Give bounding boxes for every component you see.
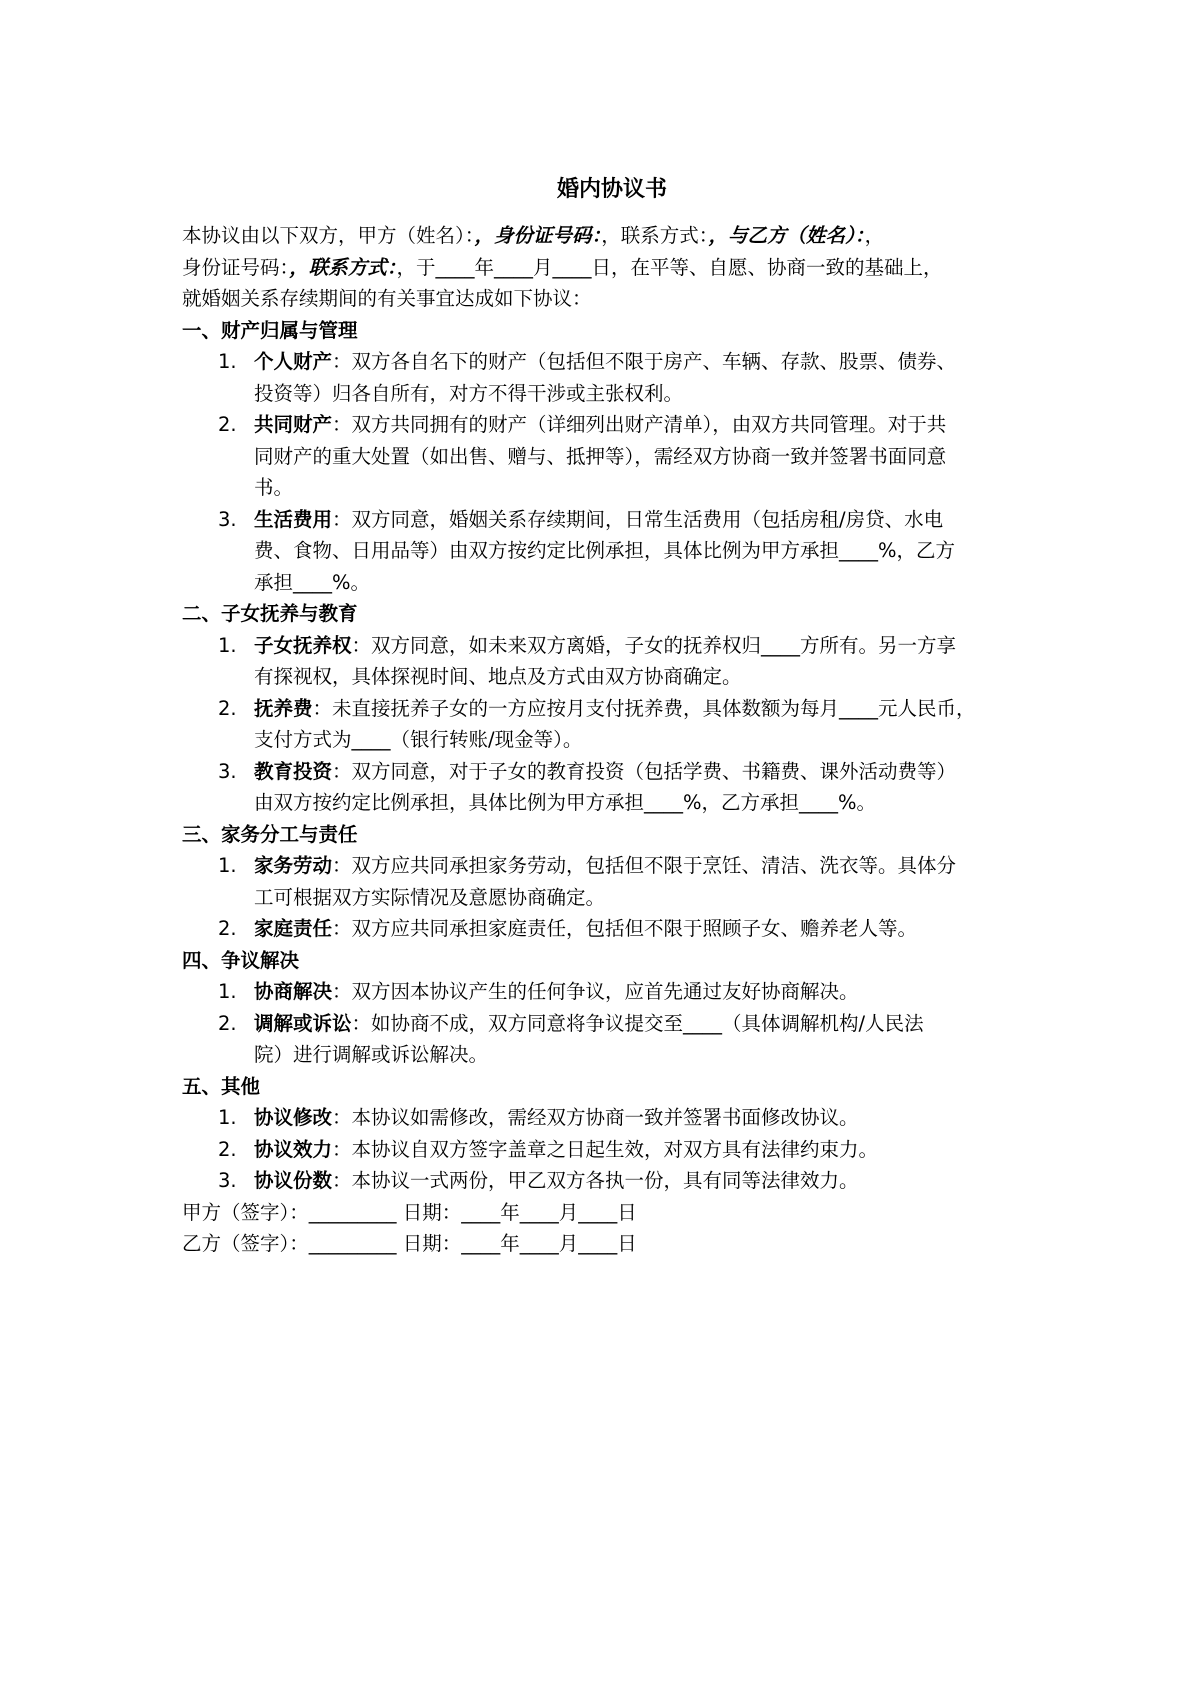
item-number: 2. xyxy=(218,1137,237,1161)
item-text: ：本协议如需修改，需经双方协商一致并签署书面修改协议。 xyxy=(332,1106,859,1129)
item-text: 工可根据双方实际情况及意愿协商确定。 xyxy=(254,885,606,909)
section-item-list xyxy=(182,630,1042,819)
list-item xyxy=(182,630,1042,693)
item-text-line xyxy=(254,346,1042,378)
item-text-line xyxy=(254,661,1042,693)
item-text-line xyxy=(254,1039,1042,1071)
item-term: 协议份数 xyxy=(254,1169,333,1192)
item-text: 同财产的重大处置（如出售、赠与、抵押等），需经双方协商一致并签署书面同意 xyxy=(254,444,947,468)
item-text: 费、食物、日用品等）由双方按约定比例承担，具体比例为甲方承担____%，乙方 xyxy=(254,539,956,562)
item-text: 投资等）归各自所有，对方不得干涉或主张权利。 xyxy=(254,381,684,405)
item-term: 协商解决 xyxy=(254,980,333,1003)
list-item xyxy=(182,913,1042,945)
intro-text: 身份证号码： xyxy=(182,255,290,279)
section-item-list xyxy=(182,850,1042,945)
item-text-line xyxy=(254,913,1042,945)
item-text-line xyxy=(254,378,1042,410)
item-text-line xyxy=(254,787,1042,819)
item-number: 2. xyxy=(218,696,237,720)
item-term: 共同财产 xyxy=(254,413,333,436)
item-text-line xyxy=(254,567,1042,599)
item-number: 1. xyxy=(218,350,237,373)
item-number: 3. xyxy=(218,1169,237,1192)
item-text: ：双方同意，对于子女的教育投资（包括学费、书籍费、课外活动费等） xyxy=(332,759,957,783)
item-text: 支付方式为____（银行转账/现金等）。 xyxy=(254,728,583,751)
item-term: 教育投资 xyxy=(254,759,333,783)
list-item xyxy=(182,756,1042,819)
intro-text: ， xyxy=(864,224,885,247)
item-term: 生活费用 xyxy=(254,507,333,531)
item-text-line xyxy=(254,535,1042,567)
list-item xyxy=(182,1008,1042,1071)
section-heading: 二、子女抚养与教育 xyxy=(182,602,358,625)
intro-text: ，于____年____月____日，在平等、自愿、协商一致的基础上， xyxy=(396,255,943,279)
list-item xyxy=(182,346,1042,409)
item-text: 院）进行调解或诉讼解决。 xyxy=(254,1043,489,1066)
item-text-line xyxy=(254,882,1042,914)
id-number-label: ，身份证号码： xyxy=(474,224,602,247)
contact-label: ，联系方式： xyxy=(289,255,397,279)
section-item-list xyxy=(182,346,1042,598)
section-item-list xyxy=(182,976,1042,1071)
item-text: ：双方同意，婚姻关系存续期间，日常生活费用（包括房租/房贷、水电 xyxy=(332,507,944,531)
list-item xyxy=(182,504,1042,599)
item-text-line xyxy=(254,441,1042,473)
document-content xyxy=(182,170,1042,1260)
item-text: ：双方应共同承担家务劳动，包括但不限于烹饪、清洁、洗衣等。具体分 xyxy=(332,854,957,877)
intro-line-2 xyxy=(182,252,1042,284)
item-text-line xyxy=(254,976,1042,1008)
item-term: 协议修改 xyxy=(254,1106,333,1129)
section-heading: 一、财产归属与管理 xyxy=(182,318,358,342)
item-number: 2. xyxy=(218,413,237,436)
list-item xyxy=(182,693,1042,756)
item-text: ：双方共同拥有的财产（详细列出财产清单），由双方共同管理。对于共 xyxy=(332,413,947,436)
item-text: ：双方同意，如未来双方离婚，子女的抚养权归____方所有。另一方享 xyxy=(351,633,957,657)
signature-line-party-b: 乙方（签字）：_________ 日期：____年____月____日 xyxy=(182,1232,637,1255)
item-number: 2. xyxy=(218,917,237,940)
list-item xyxy=(182,1102,1042,1134)
item-term: 家务劳动 xyxy=(254,854,333,877)
signature-line-party-a: 甲方（签字）：_________ 日期：____年____月____日 xyxy=(182,1200,637,1224)
item-number: 1. xyxy=(218,980,237,1003)
item-text: ：双方因本协议产生的任何争议，应首先通过友好协商解决。 xyxy=(332,980,859,1003)
item-number: 1. xyxy=(218,854,237,877)
item-text-line xyxy=(254,1008,1042,1040)
section-item-list xyxy=(182,1102,1042,1197)
item-text-line xyxy=(254,1165,1042,1197)
list-item xyxy=(182,850,1042,913)
item-text-line xyxy=(254,504,1042,536)
section-heading: 五、其他 xyxy=(182,1074,261,1098)
item-text: 书。 xyxy=(254,476,294,499)
item-number: 2. xyxy=(218,1011,237,1035)
item-term: 子女抚养权 xyxy=(254,633,352,657)
item-term: 抚养费 xyxy=(254,696,313,720)
item-term: 调解或诉讼 xyxy=(254,1011,352,1035)
item-text-line xyxy=(254,409,1042,441)
party-b-name-label: ，与乙方（姓名）： xyxy=(708,224,865,247)
item-number: 1. xyxy=(218,633,237,657)
sections xyxy=(182,315,1042,1197)
item-term: 协议效力 xyxy=(254,1137,333,1161)
item-text: ：本协议一式两份，甲乙双方各执一份，具有同等法律效力。 xyxy=(332,1169,859,1192)
item-text-line xyxy=(254,693,1042,725)
item-text-line xyxy=(254,472,1042,504)
intro-line-3: 就婚姻关系存续期间的有关事宜达成如下协议： xyxy=(182,287,592,310)
item-number: 3. xyxy=(218,507,237,531)
section-heading: 四、争议解决 xyxy=(182,948,300,972)
item-text: ：如协商不成，双方同意将争议提交至____（具体调解机构/人民法 xyxy=(351,1011,924,1035)
intro-text: 本协议由以下双方，甲方（姓名）： xyxy=(182,224,475,247)
document-title: 婚内协议书 xyxy=(556,177,667,202)
item-term: 个人财产 xyxy=(254,350,333,373)
item-text-line xyxy=(254,630,1042,662)
section-heading: 三、家务分工与责任 xyxy=(182,822,358,846)
intro-text: ，联系方式： xyxy=(601,224,709,247)
item-text: 由双方按约定比例承担，具体比例为甲方承担____%，乙方承担____%。 xyxy=(254,791,877,814)
intro-line-1 xyxy=(182,220,1042,252)
list-item xyxy=(182,1134,1042,1166)
item-number: 1. xyxy=(218,1106,237,1129)
list-item xyxy=(182,976,1042,1008)
item-term: 家庭责任 xyxy=(254,917,333,940)
item-text: ：双方应共同承担家庭责任，包括但不限于照顾子女、赡养老人等。 xyxy=(332,917,918,940)
item-text-line xyxy=(254,724,1042,756)
list-item xyxy=(182,409,1042,504)
item-text: 有探视权，具体探视时间、地点及方式由双方协商确定。 xyxy=(254,665,742,688)
item-text: ：本协议自双方签字盖章之日起生效，对双方具有法律约束力。 xyxy=(332,1137,879,1161)
list-item xyxy=(182,1165,1042,1197)
item-text: ：未直接抚养子女的一方应按月支付抚养费，具体数额为每月____元人民币， xyxy=(312,696,976,720)
item-text: 承担____%。 xyxy=(254,570,371,594)
item-text: ：双方各自名下的财产（包括但不限于房产、车辆、存款、股票、债券、 xyxy=(332,350,957,373)
item-text-line xyxy=(254,850,1042,882)
item-text-line xyxy=(254,756,1042,788)
item-text-line xyxy=(254,1134,1042,1166)
item-text-line xyxy=(254,1102,1042,1134)
item-number: 3. xyxy=(218,759,237,783)
